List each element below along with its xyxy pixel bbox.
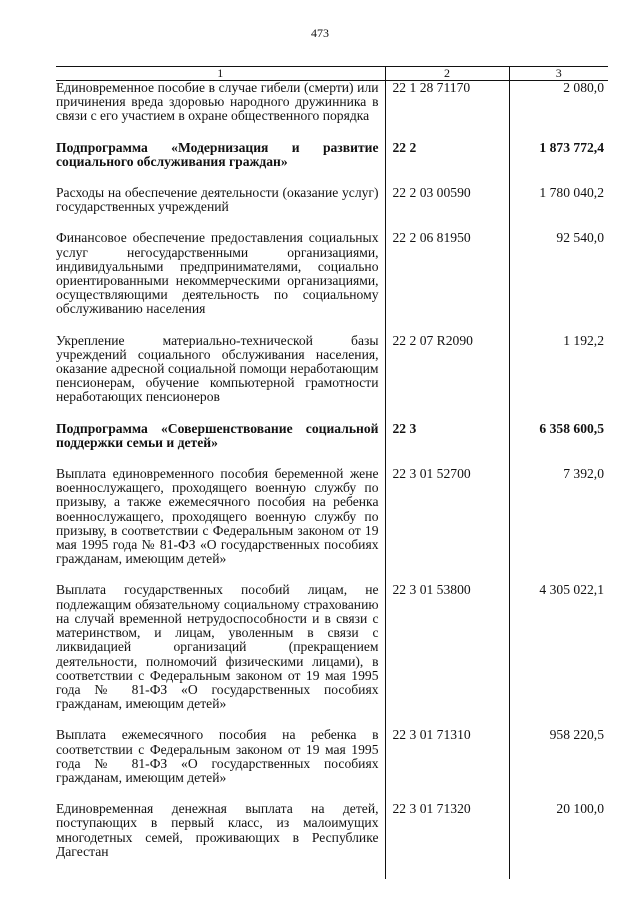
row-name: Выплата единовременного пособия беременной жене военнослужащего, проходящего военную службу по призыву, а также ежемесячного пособия на ребенка военнослужащего, проходящего военную службу по призыву, в соответствии с Федеральным законом от 19 мая 1995 года № 81-ФЗ «О государственных пособиях гражданам, имеющим детей» — [56, 467, 385, 566]
row-code: 22 3 01 53800 — [385, 583, 509, 711]
row-amount: 958 220,5 — [549, 727, 604, 743]
row-spacer — [56, 214, 608, 231]
row-amount: 4 305 022,1 — [539, 582, 604, 598]
table-header-row — [56, 67, 608, 81]
row-amount: 7 392,0 — [563, 466, 604, 482]
row-name: Единовременная денежная выплата на детей, поступающих в первый класс, из малоимущих многодетных семей, проживающих в Республике Дагестан — [56, 802, 385, 859]
row-code: 22 2 03 00590 — [385, 186, 509, 214]
row-spacer — [56, 124, 608, 141]
row-code: 22 1 28 71170 — [385, 81, 509, 124]
row-name: Расходы на обеспечение деятельности (оказание услуг) государственных учреждений — [56, 186, 385, 214]
row-amount: 20 100,0 — [556, 801, 604, 817]
row-amount: 6 358 600,5 — [539, 420, 604, 436]
table-row — [56, 334, 608, 405]
row-name: Финансовое обеспечение предоставления социальных услуг негосударственными организациями, индивидуальными предпринимателями, социально ориентированными некоммерческими организациями, осуществляющими деятельность по социальному обслуживанию населения — [56, 231, 385, 316]
page-number: 473 — [311, 26, 329, 40]
row-amount: 1 873 772,4 — [539, 139, 604, 155]
row-spacer — [56, 859, 608, 879]
column-header-3: 3 — [509, 67, 608, 81]
row-name: Выплата государственных пособий лицам, не подлежащим обязательному социальному страхованию на случай временной нетрудоспособности и в связи с материнством, и лицам, уволенным в связи с ликвидацией организаций (прекращением деятельности, полномочий физическими лицами), в соответствии с Федеральным законом от 19 мая 1995 года № 81-ФЗ «О государственных пособиях гражданам, имеющим детей» — [56, 583, 385, 711]
row-code: 22 3 01 71310 — [385, 728, 509, 785]
row-name: Укрепление материально-технической базы учреждений социального обслуживания населения, оказание адресной социальной помощи неработающим пенсионерам, обучение компьютерной грамотности неработающих пенсионеров — [56, 334, 385, 405]
row-name: Выплата ежемесячного пособия на ребенка в соответствии с Федеральным законом от 19 мая 1995 года № 81-ФЗ «О государственных пособиях гражданам, имеющим детей» — [56, 728, 385, 785]
row-code: 22 2 — [385, 141, 509, 169]
row-spacer — [56, 450, 608, 467]
table-row — [56, 728, 608, 785]
row-code: 22 2 06 81950 — [385, 231, 509, 316]
column-header-2: 2 — [385, 67, 509, 81]
budget-table — [56, 66, 608, 879]
row-spacer — [56, 405, 608, 422]
row-amount: 1 780 040,2 — [539, 185, 604, 201]
row-code: 22 2 07 R2090 — [385, 334, 509, 405]
row-code: 22 3 01 71320 — [385, 802, 509, 859]
row-spacer — [56, 317, 608, 334]
row-amount: 92 540,0 — [556, 230, 604, 246]
table-row — [56, 231, 608, 316]
row-spacer — [56, 711, 608, 728]
table-row — [56, 802, 608, 859]
table-row — [56, 81, 608, 124]
row-name: Единовременное пособие в случае гибели (смерти) или причинения вреда здоровью народного дружинника в связи с его участием в охране общественного порядка — [56, 81, 385, 124]
row-amount: 2 080,0 — [563, 80, 604, 95]
row-spacer — [56, 169, 608, 186]
table-row — [56, 583, 608, 711]
row-code: 22 3 01 52700 — [385, 467, 509, 566]
row-name: Подпрограмма «Модернизация и развитие социального обслуживания граждан» — [56, 141, 385, 169]
row-spacer — [56, 785, 608, 802]
row-amount: 1 192,2 — [563, 332, 604, 348]
subprogram-row — [56, 141, 608, 169]
subprogram-row — [56, 422, 608, 450]
row-spacer — [56, 566, 608, 583]
table-row — [56, 186, 608, 214]
table-row — [56, 467, 608, 566]
row-code: 22 3 — [385, 422, 509, 450]
row-name: Подпрограмма «Совершенствование социальной поддержки семьи и детей» — [56, 422, 385, 450]
column-header-1: 1 — [56, 67, 385, 81]
